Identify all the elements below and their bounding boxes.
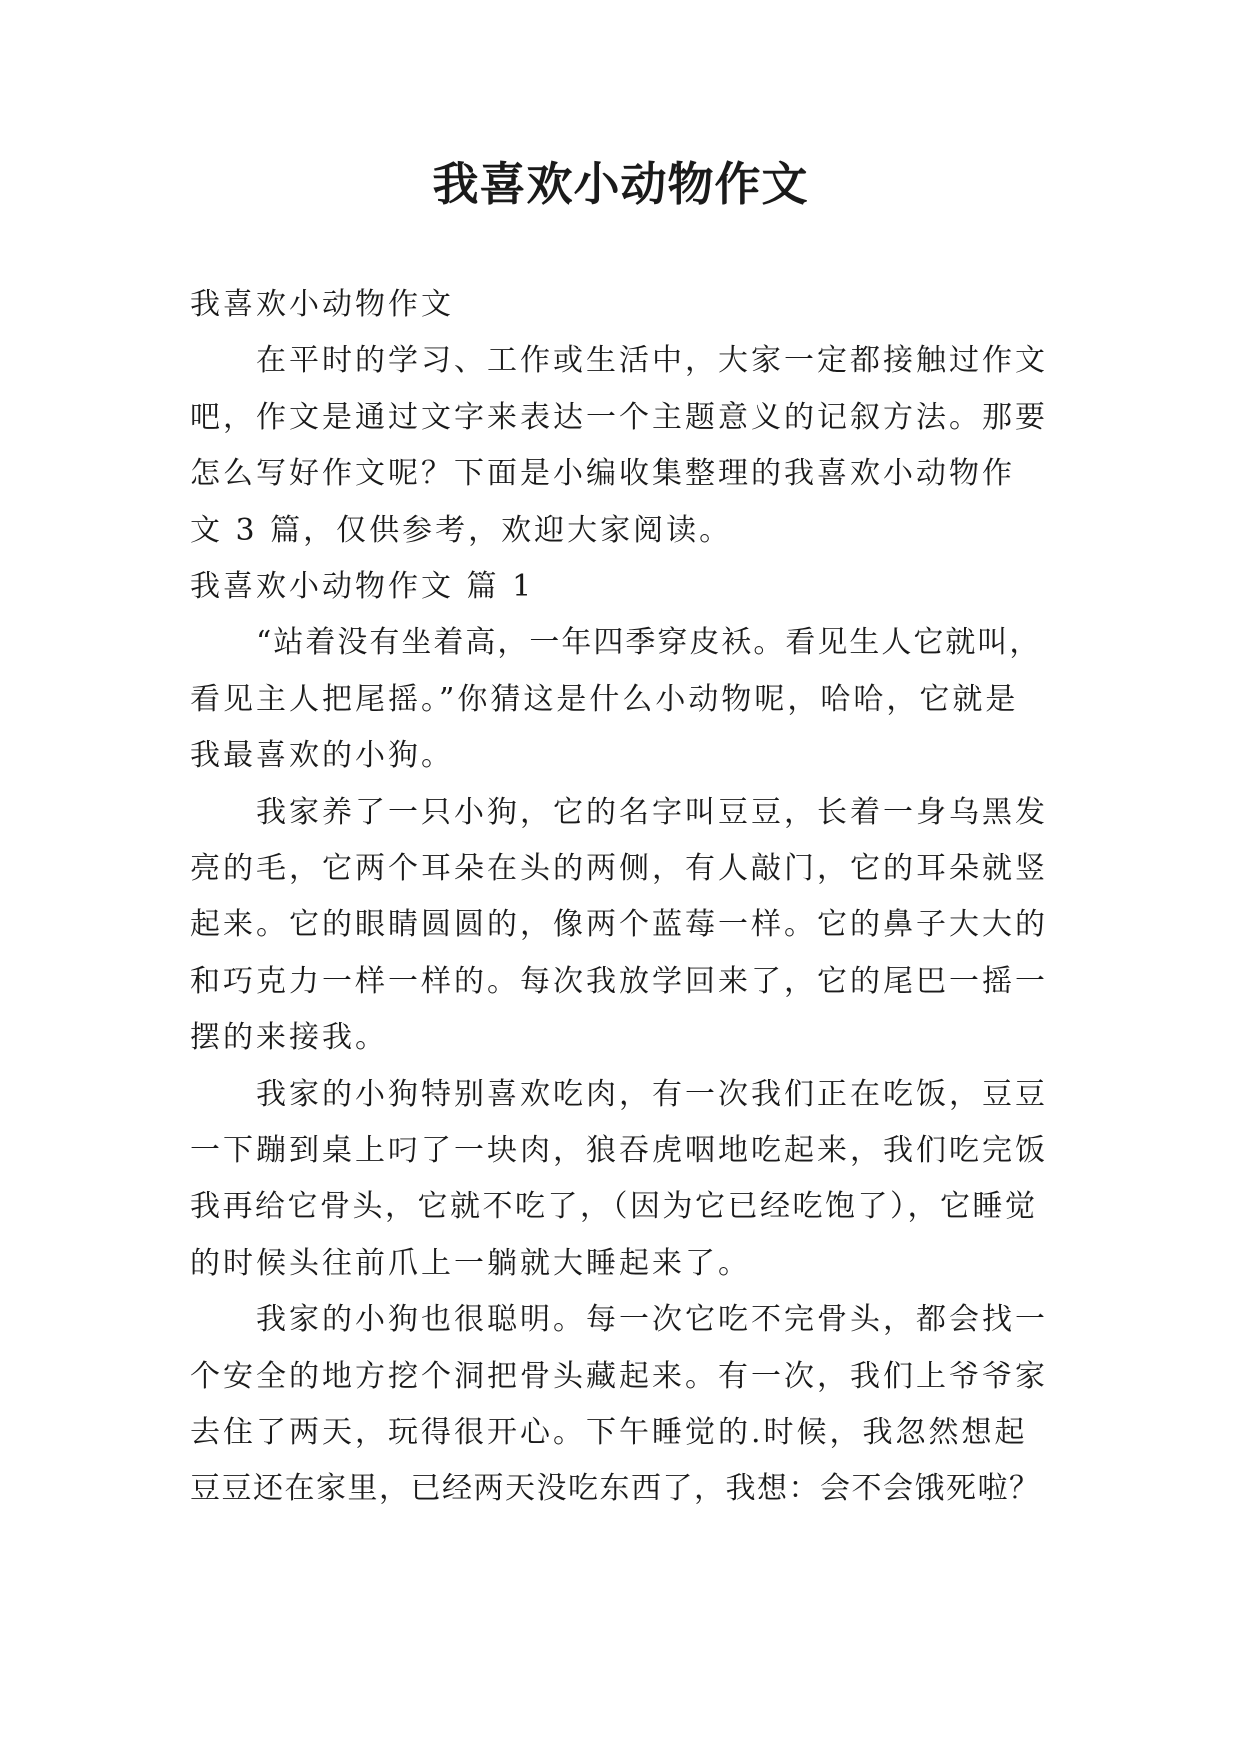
text-line: 我家的小狗也很聪明。每一次它吃不完骨头，都会找一 [256, 1302, 1048, 1338]
text-line: 摆的来接我。 [190, 1020, 388, 1056]
text-line: 亮的毛，它两个耳朵在头的两侧，有人敲门，它的耳朵就竖 [190, 851, 1048, 886]
text-line: 在平时的学习、工作或生活中，大家一定都接触过作文 [256, 343, 1048, 379]
text-line: 我喜欢小动物作文 [190, 287, 454, 322]
text-line: 和巧克力一样一样的。每次我放学回来了，它的尾巴一摇一 [190, 963, 1048, 999]
text-line: 我家养了一只小狗，它的名字叫豆豆，长着一身乌黑发 [256, 794, 1048, 830]
text-line: 看见主人把尾摇。”你猜这是什么小动物呢，哈哈，它就是 [190, 681, 1019, 717]
document-title: 我喜欢小动物作文 [432, 157, 809, 211]
text-line: 我喜欢小动物作文 篇 1 [190, 569, 535, 604]
text-line: 吧，作文是通过文字来表达一个主题意义的记叙方法。那要 [190, 399, 1048, 435]
text-line: 个安全的地方挖个洞把骨头藏起来。有一次，我们上爷爷家 [190, 1358, 1048, 1394]
text-line: 我最喜欢的小狗。 [190, 738, 454, 774]
text-line: 的时候头往前爪上一躺就大睡起来了。 [190, 1245, 751, 1281]
text-line: 文 3 篇，仅供参考，欢迎大家阅读。 [190, 512, 733, 548]
text-line: 一下蹦到桌上叼了一块肉，狼吞虎咽地吃起来，我们吃完饭 [190, 1133, 1048, 1168]
text-line: 豆豆还在家里，已经两天没吃东西了，我想：会不会饿死啦？ [190, 1471, 1041, 1507]
text-line: 去住了两天，玩得很开心。下午睡觉的.时候，我忽然想起 [190, 1415, 1028, 1450]
text-line: 我家的小狗特别喜欢吃肉，有一次我们正在吃饭，豆豆 [256, 1076, 1048, 1112]
text-line: 怎么写好作文呢？下面是小编收集整理的我喜欢小动物作 [190, 456, 1015, 492]
text-line: 起来。它的眼睛圆圆的，像两个蓝莓一样。它的鼻子大大的 [190, 907, 1048, 943]
text-line: 我再给它骨头，它就不吃了，（因为它已经吃饱了），它睡觉 [190, 1189, 1038, 1225]
text-line: “站着没有坐着高，一年四季穿皮袄。看见生人它就叫， [256, 625, 1042, 661]
